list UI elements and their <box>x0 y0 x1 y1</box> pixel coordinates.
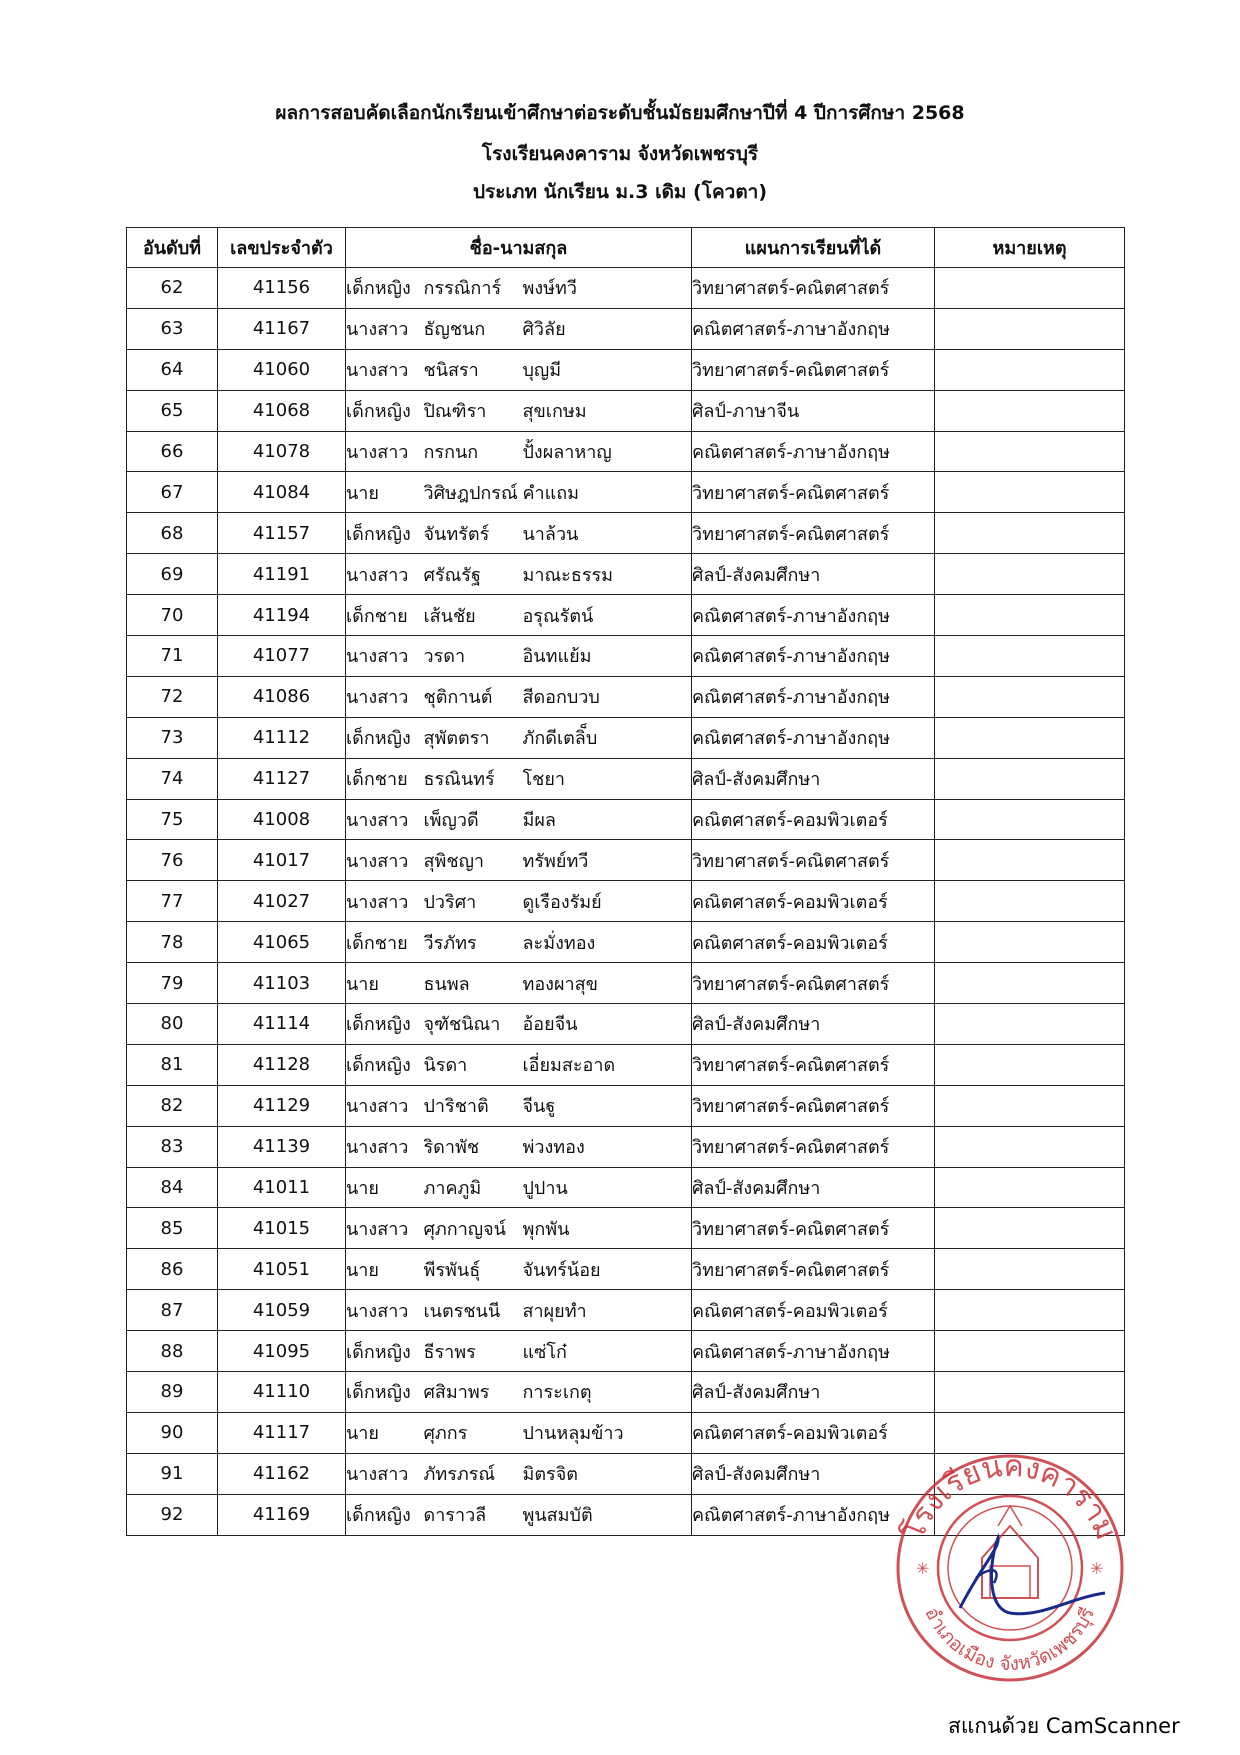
cell-last-name: พุกพัน <box>523 1208 692 1249</box>
cell-study-plan: คณิตศาสตร์-ภาษาอังกฤษ <box>692 717 935 758</box>
cell-note <box>935 1167 1125 1208</box>
cell-study-plan: คณิตศาสตร์-ภาษาอังกฤษ <box>692 636 935 677</box>
cell-student-id: 41194 <box>218 595 346 636</box>
cell-note <box>935 431 1125 472</box>
cell-student-id: 41011 <box>218 1167 346 1208</box>
table-row <box>127 758 1125 799</box>
cell-rank: 73 <box>127 717 218 758</box>
cell-name-title: เด็กหญิง <box>346 1004 424 1045</box>
cell-student-id: 41167 <box>218 308 346 349</box>
cell-note <box>935 308 1125 349</box>
cell-first-name: สุพิชญา <box>424 840 523 881</box>
cell-name-title: นางสาว <box>346 308 424 349</box>
cell-last-name: เอี่ยมสะอาด <box>523 1044 692 1085</box>
cell-study-plan: คณิตศาสตร์-คอมพิวเตอร์ <box>692 881 935 922</box>
cell-study-plan: วิทยาศาสตร์-คณิตศาสตร์ <box>692 349 935 390</box>
cell-rank: 77 <box>127 881 218 922</box>
cell-name-title: นางสาว <box>346 1126 424 1167</box>
cell-last-name: นาล้วน <box>523 513 692 554</box>
col-header-id: เลขประจำตัว <box>218 228 346 268</box>
cell-study-plan: คณิตศาสตร์-ภาษาอังกฤษ <box>692 676 935 717</box>
table-row <box>127 1372 1125 1413</box>
svg-text:✳: ✳ <box>1090 1559 1104 1578</box>
cell-last-name: บุญมี <box>523 349 692 390</box>
cell-name-title: นางสาว <box>346 349 424 390</box>
cell-first-name: ภัทรภรณ์ <box>424 1453 523 1494</box>
cell-study-plan: วิทยาศาสตร์-คณิตศาสตร์ <box>692 1126 935 1167</box>
cell-study-plan: คณิตศาสตร์-คอมพิวเตอร์ <box>692 799 935 840</box>
table-row <box>127 431 1125 472</box>
table-row <box>127 513 1125 554</box>
cell-study-plan: วิทยาศาสตร์-คณิตศาสตร์ <box>692 1085 935 1126</box>
cell-rank: 65 <box>127 390 218 431</box>
cell-last-name: พ่วงทอง <box>523 1126 692 1167</box>
cell-study-plan: คณิตศาสตร์-คอมพิวเตอร์ <box>692 1290 935 1331</box>
table-row <box>127 1085 1125 1126</box>
svg-text:✳: ✳ <box>916 1559 930 1578</box>
cell-name-title: เด็กชาย <box>346 922 424 963</box>
cell-student-id: 41129 <box>218 1085 346 1126</box>
cell-last-name: จีนฐู <box>523 1085 692 1126</box>
cell-study-plan: คณิตศาสตร์-ภาษาอังกฤษ <box>692 595 935 636</box>
cell-rank: 82 <box>127 1085 218 1126</box>
table-row <box>127 881 1125 922</box>
cell-first-name: ธีราพร <box>424 1331 523 1372</box>
cell-study-plan: ศิลป์-สังคมศึกษา <box>692 1372 935 1413</box>
table-row <box>127 840 1125 881</box>
cell-study-plan: ศิลป์-สังคมศึกษา <box>692 1453 935 1494</box>
cell-study-plan: วิทยาศาสตร์-คณิตศาสตร์ <box>692 268 935 309</box>
title-line-1: ผลการสอบคัดเลือกนักเรียนเข้าศึกษาต่อระดับชั้นมัธยมศึกษาปีที่ 4 ปีการศึกษา 2568 <box>275 102 965 124</box>
table-row <box>127 1167 1125 1208</box>
cell-study-plan: วิทยาศาสตร์-คณิตศาสตร์ <box>692 963 935 1004</box>
cell-first-name: ภาคภูมิ <box>424 1167 523 1208</box>
cell-last-name: ปั้งผลาหาญ <box>523 431 692 472</box>
cell-rank: 71 <box>127 636 218 677</box>
cell-note <box>935 1331 1125 1372</box>
cell-student-id: 41128 <box>218 1044 346 1085</box>
cell-study-plan: ศิลป์-สังคมศึกษา <box>692 758 935 799</box>
cell-last-name: สีดอกบวบ <box>523 676 692 717</box>
cell-study-plan: วิทยาศาสตร์-คณิตศาสตร์ <box>692 840 935 881</box>
cell-last-name: ภักดีเตลิ็บ <box>523 717 692 758</box>
cell-note <box>935 1044 1125 1085</box>
table-row <box>127 308 1125 349</box>
cell-name-title: เด็กชาย <box>346 758 424 799</box>
cell-name-title: เด็กหญิง <box>346 513 424 554</box>
cell-last-name: ละมั่งทอง <box>523 922 692 963</box>
cell-note <box>935 472 1125 513</box>
cell-note <box>935 1004 1125 1045</box>
table-row <box>127 349 1125 390</box>
cell-first-name: เนตรชนนี <box>424 1290 523 1331</box>
cell-last-name: สาผุยทำ <box>523 1290 692 1331</box>
cell-last-name: ทองผาสุข <box>523 963 692 1004</box>
cell-first-name: เส้นชัย <box>424 595 523 636</box>
cell-rank: 83 <box>127 1126 218 1167</box>
cell-first-name: กรกนก <box>424 431 523 472</box>
cell-name-title: นาย <box>346 472 424 513</box>
cell-rank: 78 <box>127 922 218 963</box>
cell-last-name: คำแถม <box>523 472 692 513</box>
cell-rank: 64 <box>127 349 218 390</box>
cell-study-plan: ศิลป์-สังคมศึกษา <box>692 554 935 595</box>
cell-first-name: ปิณฑิรา <box>424 390 523 431</box>
cell-name-title: นางสาว <box>346 881 424 922</box>
cell-note <box>935 349 1125 390</box>
cell-student-id: 41077 <box>218 636 346 677</box>
cell-student-id: 41157 <box>218 513 346 554</box>
cell-rank: 81 <box>127 1044 218 1085</box>
cell-rank: 92 <box>127 1494 218 1535</box>
cell-name-title: นาย <box>346 1249 424 1290</box>
table-row <box>127 268 1125 309</box>
cell-study-plan: วิทยาศาสตร์-คณิตศาสตร์ <box>692 472 935 513</box>
cell-note <box>935 268 1125 309</box>
cell-student-id: 41027 <box>218 881 346 922</box>
cell-last-name: ปูปาน <box>523 1167 692 1208</box>
cell-first-name: วีรภัทร <box>424 922 523 963</box>
table-row <box>127 1004 1125 1045</box>
cell-rank: 84 <box>127 1167 218 1208</box>
cell-name-title: นางสาว <box>346 676 424 717</box>
cell-note <box>935 390 1125 431</box>
table-row <box>127 595 1125 636</box>
cell-rank: 72 <box>127 676 218 717</box>
cell-first-name: ศุภกาญจน์ <box>424 1208 523 1249</box>
cell-name-title: เด็กหญิง <box>346 390 424 431</box>
cell-rank: 67 <box>127 472 218 513</box>
table-row <box>127 1126 1125 1167</box>
cell-first-name: เพ็ญวดี <box>424 799 523 840</box>
cell-study-plan: วิทยาศาสตร์-คณิตศาสตร์ <box>692 1044 935 1085</box>
cell-first-name: ธนพล <box>424 963 523 1004</box>
cell-name-title: นางสาว <box>346 799 424 840</box>
cell-last-name: แซ่โก๋ <box>523 1331 692 1372</box>
cell-student-id: 41114 <box>218 1004 346 1045</box>
results-table <box>126 227 1125 1536</box>
cell-study-plan: คณิตศาสตร์-ภาษาอังกฤษ <box>692 308 935 349</box>
stamp-top-text: โรงเรียนคงคาราม <box>896 1448 1124 1545</box>
cell-last-name: สุขเกษม <box>523 390 692 431</box>
cell-note <box>935 676 1125 717</box>
cell-student-id: 41068 <box>218 390 346 431</box>
cell-name-title: เด็กหญิง <box>346 1494 424 1535</box>
cell-study-plan: ศิลป์-สังคมศึกษา <box>692 1167 935 1208</box>
cell-note <box>935 595 1125 636</box>
col-header-note: หมายเหตุ <box>935 228 1125 268</box>
cell-first-name: วรดา <box>424 636 523 677</box>
scanner-watermark: สแกนด้วย CamScanner <box>948 1714 1180 1738</box>
table-row <box>127 1044 1125 1085</box>
table-row <box>127 1208 1125 1249</box>
cell-name-title: เด็กหญิง <box>346 1372 424 1413</box>
cell-note <box>935 1208 1125 1249</box>
cell-note <box>935 717 1125 758</box>
cell-rank: 91 <box>127 1453 218 1494</box>
cell-student-id: 41051 <box>218 1249 346 1290</box>
cell-student-id: 41162 <box>218 1453 346 1494</box>
cell-note <box>935 963 1125 1004</box>
cell-name-title: เด็กหญิง <box>346 268 424 309</box>
cell-name-title: เด็กหญิง <box>346 1044 424 1085</box>
cell-student-id: 41139 <box>218 1126 346 1167</box>
table-row <box>127 963 1125 1004</box>
table-row <box>127 717 1125 758</box>
cell-first-name: สุพัตตรา <box>424 717 523 758</box>
table-header-row <box>127 228 1125 268</box>
cell-note <box>935 758 1125 799</box>
cell-last-name: ทรัพย์ทวี <box>523 840 692 881</box>
cell-name-title: นาย <box>346 963 424 1004</box>
cell-first-name: ริดาพัช <box>424 1126 523 1167</box>
cell-note <box>935 554 1125 595</box>
cell-first-name: พีรพันธุ์ <box>424 1249 523 1290</box>
cell-study-plan: คณิตศาสตร์-คอมพิวเตอร์ <box>692 1412 935 1453</box>
cell-student-id: 41015 <box>218 1208 346 1249</box>
cell-study-plan: คณิตศาสตร์-ภาษาอังกฤษ <box>692 1331 935 1372</box>
cell-student-id: 41127 <box>218 758 346 799</box>
cell-student-id: 41169 <box>218 1494 346 1535</box>
table-row <box>127 799 1125 840</box>
cell-student-id: 41103 <box>218 963 346 1004</box>
cell-rank: 70 <box>127 595 218 636</box>
cell-name-title: เด็กหญิง <box>346 1331 424 1372</box>
cell-student-id: 41059 <box>218 1290 346 1331</box>
cell-last-name: จันทร์น้อย <box>523 1249 692 1290</box>
table-row <box>127 1290 1125 1331</box>
cell-last-name: อ้อยจีน <box>523 1004 692 1045</box>
cell-first-name: ธรณินทร์ <box>424 758 523 799</box>
cell-study-plan: ศิลป์-สังคมศึกษา <box>692 1004 935 1045</box>
cell-first-name: จุฑัชนิณา <box>424 1004 523 1045</box>
cell-last-name: การะเกตุ <box>523 1372 692 1413</box>
cell-rank: 63 <box>127 308 218 349</box>
cell-rank: 79 <box>127 963 218 1004</box>
cell-first-name: ศรัณรัฐ <box>424 554 523 595</box>
table-row <box>127 676 1125 717</box>
cell-name-title: นางสาว <box>346 840 424 881</box>
cell-student-id: 41117 <box>218 1412 346 1453</box>
cell-name-title: นาย <box>346 1412 424 1453</box>
cell-student-id: 41110 <box>218 1372 346 1413</box>
stamp-bottom-text: อำเภอเมือง จังหวัดเพชรบุรี <box>920 1603 1100 1676</box>
cell-rank: 80 <box>127 1004 218 1045</box>
cell-note <box>935 799 1125 840</box>
cell-name-title: นางสาว <box>346 431 424 472</box>
cell-student-id: 41156 <box>218 268 346 309</box>
cell-rank: 90 <box>127 1412 218 1453</box>
cell-student-id: 41112 <box>218 717 346 758</box>
cell-student-id: 41084 <box>218 472 346 513</box>
cell-student-id: 41065 <box>218 922 346 963</box>
cell-student-id: 41060 <box>218 349 346 390</box>
cell-first-name: ศุภกร <box>424 1412 523 1453</box>
cell-name-title: นางสาว <box>346 1453 424 1494</box>
document-header <box>0 100 1240 220</box>
cell-study-plan: ศิลป์-ภาษาจีน <box>692 390 935 431</box>
cell-rank: 62 <box>127 268 218 309</box>
cell-student-id: 41017 <box>218 840 346 881</box>
cell-name-title: นางสาว <box>346 636 424 677</box>
cell-note <box>935 1249 1125 1290</box>
cell-rank: 66 <box>127 431 218 472</box>
cell-last-name: พงษ์ทวี <box>523 268 692 309</box>
cell-note <box>935 881 1125 922</box>
cell-study-plan: คณิตศาสตร์-ภาษาอังกฤษ <box>692 1494 935 1535</box>
table-row <box>127 636 1125 677</box>
cell-note <box>935 1290 1125 1331</box>
cell-rank: 85 <box>127 1208 218 1249</box>
cell-name-title: นางสาว <box>346 1290 424 1331</box>
cell-student-id: 41191 <box>218 554 346 595</box>
cell-study-plan: คณิตศาสตร์-ภาษาอังกฤษ <box>692 431 935 472</box>
cell-study-plan: วิทยาศาสตร์-คณิตศาสตร์ <box>692 1208 935 1249</box>
cell-note <box>935 922 1125 963</box>
table-row <box>127 1331 1125 1372</box>
cell-first-name: วิศิษฎปกรณ์ <box>424 472 523 513</box>
cell-name-title: นางสาว <box>346 1085 424 1126</box>
cell-last-name: โชยา <box>523 758 692 799</box>
cell-note <box>935 1372 1125 1413</box>
cell-study-plan: คณิตศาสตร์-คอมพิวเตอร์ <box>692 922 935 963</box>
cell-last-name: มีผล <box>523 799 692 840</box>
cell-study-plan: วิทยาศาสตร์-คณิตศาสตร์ <box>692 1249 935 1290</box>
cell-first-name: ดาราวลี <box>424 1494 523 1535</box>
table-row <box>127 472 1125 513</box>
title-line-2: โรงเรียนคงคาราม จังหวัดเพชรบุรี <box>481 143 759 165</box>
col-header-plan: แผนการเรียนที่ได้ <box>692 228 935 268</box>
cell-student-id: 41008 <box>218 799 346 840</box>
cell-rank: 69 <box>127 554 218 595</box>
table-row <box>127 554 1125 595</box>
cell-student-id: 41078 <box>218 431 346 472</box>
col-header-rank: อันดับที่ <box>127 228 218 268</box>
cell-first-name: ปวริศา <box>424 881 523 922</box>
cell-last-name: พูนสมบัติ <box>523 1494 692 1535</box>
cell-rank: 68 <box>127 513 218 554</box>
cell-rank: 86 <box>127 1249 218 1290</box>
cell-rank: 74 <box>127 758 218 799</box>
cell-name-title: นาย <box>346 1167 424 1208</box>
cell-rank: 88 <box>127 1331 218 1372</box>
cell-first-name: ธัญชนก <box>424 308 523 349</box>
table-row <box>127 1249 1125 1290</box>
cell-first-name: ศสิมาพร <box>424 1372 523 1413</box>
cell-note <box>935 1085 1125 1126</box>
col-header-name: ชื่อ-นามสกุล <box>346 228 692 268</box>
cell-name-title: นางสาว <box>346 554 424 595</box>
cell-rank: 87 <box>127 1290 218 1331</box>
cell-note <box>935 636 1125 677</box>
school-seal-stamp <box>890 1448 1130 1688</box>
cell-last-name: อินทแย้ม <box>523 636 692 677</box>
cell-first-name: จันทรัตร์ <box>424 513 523 554</box>
cell-rank: 76 <box>127 840 218 881</box>
cell-last-name: ศิวิลัย <box>523 308 692 349</box>
cell-student-id: 41086 <box>218 676 346 717</box>
cell-note <box>935 513 1125 554</box>
cell-student-id: 41095 <box>218 1331 346 1372</box>
cell-last-name: มิตรจิต <box>523 1453 692 1494</box>
cell-name-title: เด็กชาย <box>346 595 424 636</box>
cell-note <box>935 840 1125 881</box>
cell-study-plan: วิทยาศาสตร์-คณิตศาสตร์ <box>692 513 935 554</box>
cell-last-name: ดูเรืองรัมย์ <box>523 881 692 922</box>
cell-rank: 75 <box>127 799 218 840</box>
cell-rank: 89 <box>127 1372 218 1413</box>
table-row <box>127 390 1125 431</box>
cell-last-name: ปานหลุมข้าว <box>523 1412 692 1453</box>
title-line-3: ประเภท นักเรียน ม.3 เดิม (โควตา) <box>472 181 768 203</box>
cell-last-name: มาณะธรรม <box>523 554 692 595</box>
cell-name-title: นางสาว <box>346 1208 424 1249</box>
cell-first-name: ชุติกานต์ <box>424 676 523 717</box>
cell-last-name: อรุณรัตน์ <box>523 595 692 636</box>
cell-first-name: กรรณิการ์ <box>424 268 523 309</box>
cell-name-title: เด็กหญิง <box>346 717 424 758</box>
cell-first-name: ปาริชาติ <box>424 1085 523 1126</box>
cell-note <box>935 1126 1125 1167</box>
cell-first-name: นิรดา <box>424 1044 523 1085</box>
table-row <box>127 922 1125 963</box>
cell-first-name: ชนิสรา <box>424 349 523 390</box>
